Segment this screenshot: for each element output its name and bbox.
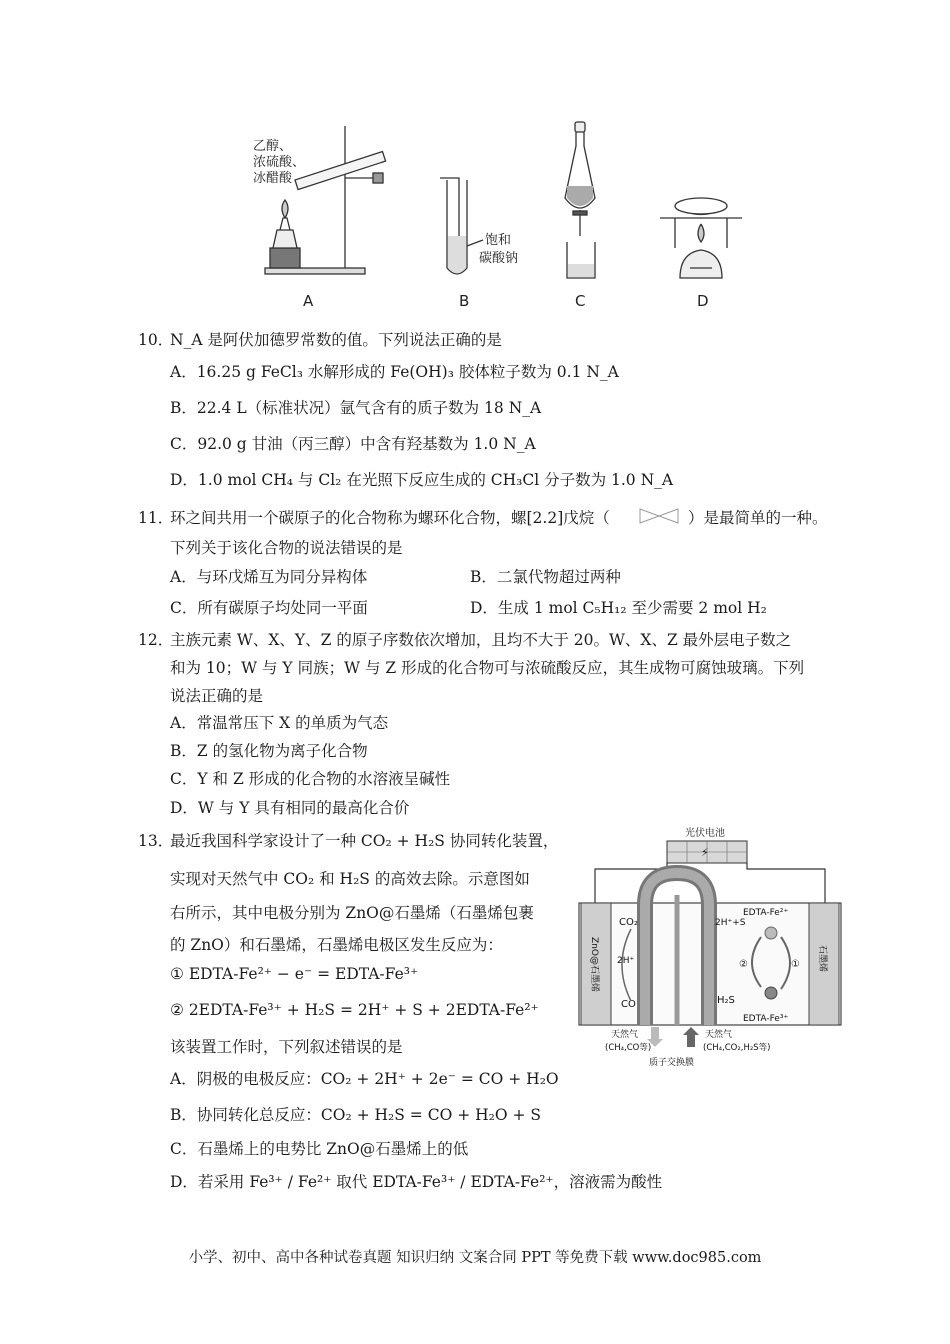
gas-out-label: 天然气 — [611, 1030, 639, 1040]
gas-in-sub-label: (CH₄,CO₂,H₂S等) — [703, 1043, 771, 1053]
question-stem-line1: 主族元素 W、X、Y、Z 的原子序数依次增加，且均不大于 20。W、X、Z 最外层电子数之 — [170, 631, 792, 649]
label-a-line2: 浓硫酸、 — [253, 155, 306, 170]
question-number: 10． — [138, 331, 174, 349]
edta3-label: EDTA-Fe³⁺ — [743, 1014, 789, 1024]
question-stem-line2: 和为 10；W 与 Y 同族；W 与 Z 形成的化合物可与浓硫酸反应，其生成物可腐蚀玻璃。下列 — [170, 659, 805, 677]
left-electrode-label: ZnO@石墨烯 — [589, 937, 599, 992]
option-c: C．石墨烯上的电势比 ZnO@石墨烯上的低 — [170, 1140, 469, 1158]
option-c: C．Y 和 Z 形成的化合物的水溶液呈碱性 — [170, 770, 451, 788]
h-plus-label: 2H⁺ — [617, 956, 635, 966]
apparatus-d — [660, 198, 742, 278]
question-number: 11． — [138, 509, 174, 527]
co-label: CO — [621, 999, 636, 1010]
question-stem-part2: ）是最简单的一种。 — [688, 509, 828, 527]
question-stem-line2: 实现对天然气中 CO₂ 和 H₂S 的高效去除。示意图如 — [170, 870, 530, 888]
gas-out-sub-label: (CH₄,CO等) — [605, 1043, 652, 1053]
electrolysis-diagram — [575, 825, 845, 1070]
reaction-2: ② 2EDTA-Fe³⁺ + H₂S = 2H⁺ + S + 2EDTA-Fe²⁺ — [170, 1001, 539, 1019]
question-stem-line1: 最近我国科学家设计了一种 CO₂ + H₂S 协同转化装置， — [170, 832, 559, 850]
option-c: C．所有碳原子均处同一平面 — [170, 599, 368, 617]
question-number: 12． — [138, 631, 174, 649]
question-stem-part1: 环之间共用一个碳原子的化合物称为螺环化合物，螺[2.2]戊烷（ — [170, 509, 610, 527]
option-c: C．92.0 g 甘油（丙三醇）中含有羟基数为 1.0 N_A — [170, 435, 536, 453]
label-b-line2: 碳酸钠 — [479, 251, 519, 266]
question-stem-line4: 的 ZnO）和石墨烯，石墨烯电极区发生反应为： — [170, 936, 503, 954]
reaction-1: ① EDTA-Fe²⁺ − e⁻ = EDTA-Fe³⁺ — [170, 965, 419, 983]
option-b: B．22.4 L（标准状况）氩气含有的质子数为 18 N_A — [170, 399, 542, 417]
edta2-label: EDTA-Fe²⁺ — [743, 908, 789, 918]
apparatus-label-a: A — [303, 292, 314, 310]
option-b: B．协同转化总反应：CO₂ + H₂S = CO + H₂O + S — [170, 1106, 542, 1124]
option-a: A．与环戊烯互为同分异构体 — [170, 568, 368, 586]
label-b-line1: 饱和 — [485, 233, 512, 248]
gas-in-label: 天然气 — [705, 1030, 733, 1040]
question-stem-line3: 右所示，其中电极分别为 ZnO@石墨烯（石墨烯包裹 — [170, 904, 534, 922]
pv-label: 光伏电池 — [685, 828, 725, 839]
membrane-label: 质子交换膜 — [649, 1058, 695, 1068]
option-d: D．1.0 mol CH₄ 与 Cl₂ 在光照下反应生成的 CH₃Cl 分子数为 1.0 N_A — [170, 471, 674, 489]
apparatus-label-d: D — [697, 292, 709, 310]
option-b: B．二氯代物超过两种 — [470, 568, 621, 586]
option-b: B．Z 的氢化物为离子化合物 — [170, 742, 368, 760]
option-a: A．阴极的电极反应：CO₂ + 2H⁺ + 2e⁻ = CO + H₂O — [170, 1070, 559, 1088]
question-stem-line2: 下列关于该化合物的说法错误的是 — [170, 539, 403, 557]
option-d: D．生成 1 mol C₅H₁₂ 至少需要 2 mol H₂ — [470, 599, 767, 617]
svg-text:⚡: ⚡ — [701, 846, 709, 859]
question-number: 13． — [138, 832, 174, 850]
apparatus-c — [565, 122, 595, 278]
option-a: A．16.25 g FeCl₃ 水解形成的 Fe(OH)₃ 胶体粒子数为 0.1 N_A — [170, 363, 619, 381]
step1-label: ① — [791, 959, 800, 970]
question-stem-line3: 说法正确的是 — [170, 687, 264, 705]
spiropentane-structure — [636, 506, 682, 526]
label-a-line1: 乙醇、 — [253, 139, 293, 154]
page-footer: 小学、初中、高中各种试卷真题 知识归纳 文案合同 PPT 等免费下载 www.doc985.com — [188, 1250, 762, 1266]
apparatus-label-b: B — [459, 292, 470, 310]
label-a-line3: 冰醋酸 — [253, 171, 293, 186]
apparatus-b — [440, 178, 483, 274]
option-a: A．常温常压下 X 的单质为气态 — [170, 714, 389, 732]
apparatus-figure — [235, 118, 755, 313]
h2s-label: H₂S — [717, 995, 735, 1006]
option-d: D．W 与 Y 具有相同的最高化合价 — [170, 799, 410, 817]
apparatus-label-c: C — [575, 292, 586, 310]
co2-label: CO₂ — [619, 917, 638, 928]
step2-label: ② — [739, 959, 748, 970]
right-electrode-label: 石墨烯 — [817, 945, 827, 973]
option-d: D．若采用 Fe³⁺ / Fe²⁺ 取代 EDTA-Fe³⁺ / EDTA-Fe²⁺，溶液需为酸性 — [170, 1173, 663, 1191]
question-stem: N_A 是阿伏加德罗常数的值。下列说法正确的是 — [170, 331, 502, 349]
question-stem-tail: 该装置工作时，下列叙述错误的是 — [170, 1038, 403, 1056]
h2s-s-label: 2H⁺+S — [715, 918, 746, 928]
